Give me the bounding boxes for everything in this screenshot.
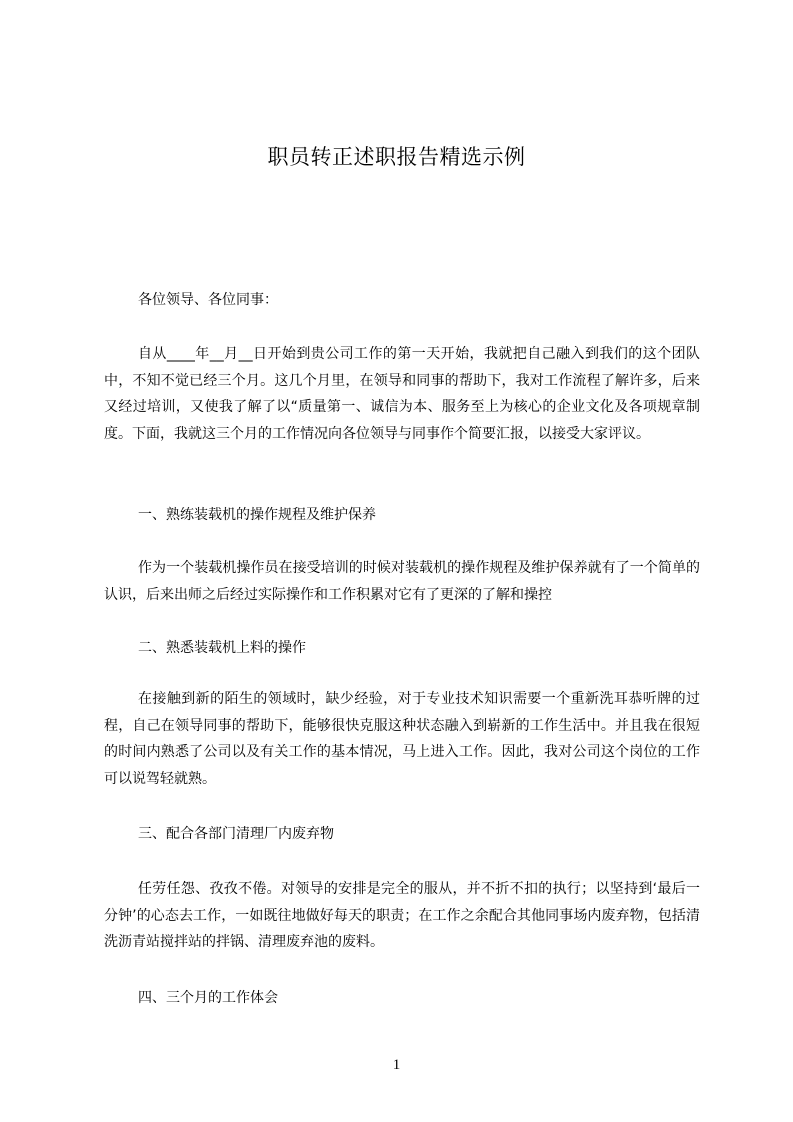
section-1-paragraph: 作为一个装载机操作员在接受培训的时候对装载机的操作规程及维护保养就有了一个简单的认识，后来出师之后经过实际操作和工作积累对它有了更深的了解和操控 [104, 560, 700, 603]
section-3-paragraph: 任劳任怨、孜孜不倦。对领导的安排是完全的服从，并不折不扣的执行；以坚持到‘最后一分钟’的心态去工作，一如既往地做好每天的职责；在工作之余配合其他同事场内废弃物，包括清洗沥青站搅拌站的拌锅、清理废弃池的废料。 [104, 881, 700, 950]
section-2-paragraph: 在接触到新的陌生的领域时，缺少经验，对于专业技术知识需要一个重新洗耳恭听牌的过程，自己在领导同事的帮助下，能够很快克服这种状态融入到崭新的工作生活中。并且我在很短的时间内熟悉了公司以及有关工作的基本情况，马上进入工作。因此，我对公司这个岗位的工作可以说驾轻就熟。 [104, 691, 700, 787]
section-4-heading: 四、三个月的工作体会 [138, 990, 278, 1006]
intro-paragraph: 自从____年__月__日开始到贵公司工作的第一天开始，我就把自己融入到我们的这个团队中，不知不觉已经三个月。这几个月里，在领导和同事的帮助下，我对工作流程了解许多，后来又经过培训，又使我了解了以“质量第一、诚信为本、服务至上为核心的企业文化及各项规章制度。下面，我就这三个月的工作情况向各位领导与同事作个简要汇报，以接受大家评议。 [104, 346, 700, 442]
page-number: 1 [392, 1057, 401, 1073]
document-title: 职员转正述职报告精选示例 [267, 145, 526, 169]
section-2-heading: 二、熟悉装载机上料的操作 [138, 640, 306, 656]
greeting: 各位领导、各位同事： [138, 292, 278, 308]
section-1-heading: 一、熟练装载机的操作规程及维护保养 [138, 507, 376, 523]
section-3-heading: 三、配合各部门清理厂内废弃物 [138, 826, 334, 842]
